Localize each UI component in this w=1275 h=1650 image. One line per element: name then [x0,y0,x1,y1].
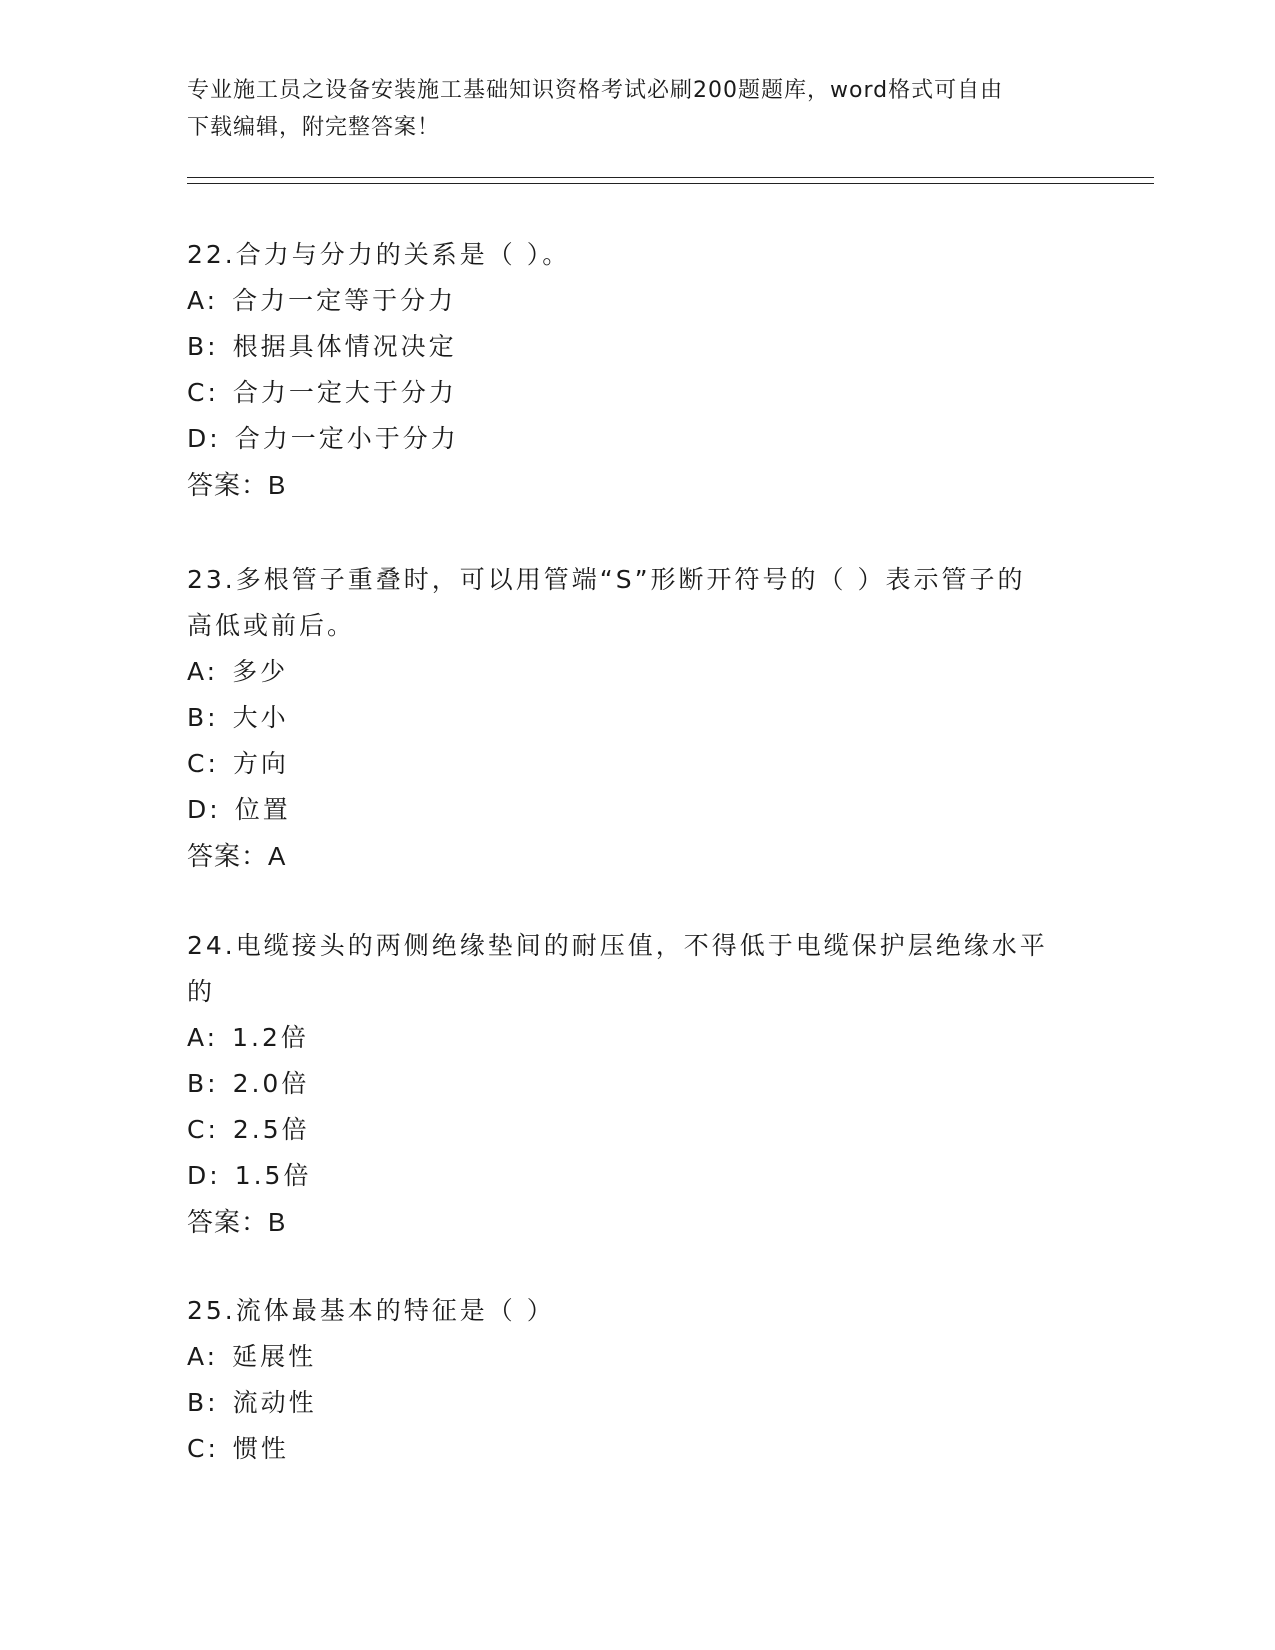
option-key: C: [187,1115,219,1144]
option-a [187,278,1087,324]
option-key: A: [187,286,219,315]
question-23 [187,557,1087,879]
option-key: B: [187,1388,219,1417]
option-text: 根据具体情况决定 [232,332,457,361]
option-text: 合力一定小于分力 [234,424,459,453]
header-divider-bottom [187,183,1154,184]
option-c [187,1107,1087,1153]
question-stem-continued: 高低或前后。 [187,611,356,640]
option-key: B: [187,1069,219,1098]
question-25 [187,1288,1087,1472]
option-a [187,1015,1087,1061]
option-text: 合力一定等于分力 [232,286,457,315]
question-stem: 23.多根管子重叠时，可以用管端“S”形断开符号的（ ）表示管子的 [187,565,1026,594]
option-key: B: [187,703,219,732]
option-c [187,741,1087,787]
option-key: C: [187,1434,219,1463]
document-header [187,72,1067,146]
option-key: D: [187,795,221,824]
option-b [187,1061,1087,1107]
option-b [187,1380,1087,1426]
option-text: 1.5倍 [234,1161,312,1190]
option-a [187,649,1087,695]
option-text: 惯性 [232,1434,289,1463]
option-a [187,1334,1087,1380]
option-key: A: [187,1342,219,1371]
option-text: 合力一定大于分力 [232,378,457,407]
option-key: C: [187,378,219,407]
question-24 [187,923,1087,1245]
question-stem: 24.电缆接头的两侧绝缘垫间的耐压值，不得低于电缆保护层绝缘水平 [187,931,1048,960]
option-key: D: [187,424,221,453]
option-text: 位置 [234,795,291,824]
option-b [187,695,1087,741]
header-divider-top [187,177,1154,178]
header-line-2: 下载编辑，附完整答案！ [187,115,441,140]
answer-line: 答案：B [187,1207,287,1237]
question-stem: 22.合力与分力的关系是（ ）。 [187,240,571,269]
option-text: 2.5倍 [232,1115,310,1144]
option-key: A: [187,657,219,686]
option-c [187,370,1087,416]
option-key: B: [187,332,219,361]
option-text: 1.2倍 [232,1023,309,1052]
option-key: A: [187,1023,219,1052]
option-text: 大小 [232,703,289,732]
option-text: 2.0倍 [232,1069,310,1098]
option-d [187,1153,1087,1199]
option-key: C: [187,749,219,778]
option-c [187,1426,1087,1472]
answer-line: 答案：A [187,841,287,871]
option-d [187,787,1087,833]
option-text: 多少 [232,657,289,686]
question-stem-continued: 的 [187,977,216,1006]
question-22 [187,232,1087,508]
option-b [187,324,1087,370]
option-text: 延展性 [232,1342,317,1371]
answer-line: 答案：B [187,470,287,500]
question-stem: 25.流体最基本的特征是（ ） [187,1296,555,1325]
header-line-1: 专业施工员之设备安装施工基础知识资格考试必刷200题题库，word格式可自由 [187,78,1004,103]
option-key: D: [187,1161,221,1190]
option-text: 方向 [232,749,289,778]
option-d [187,416,1087,462]
option-text: 流动性 [232,1388,317,1417]
